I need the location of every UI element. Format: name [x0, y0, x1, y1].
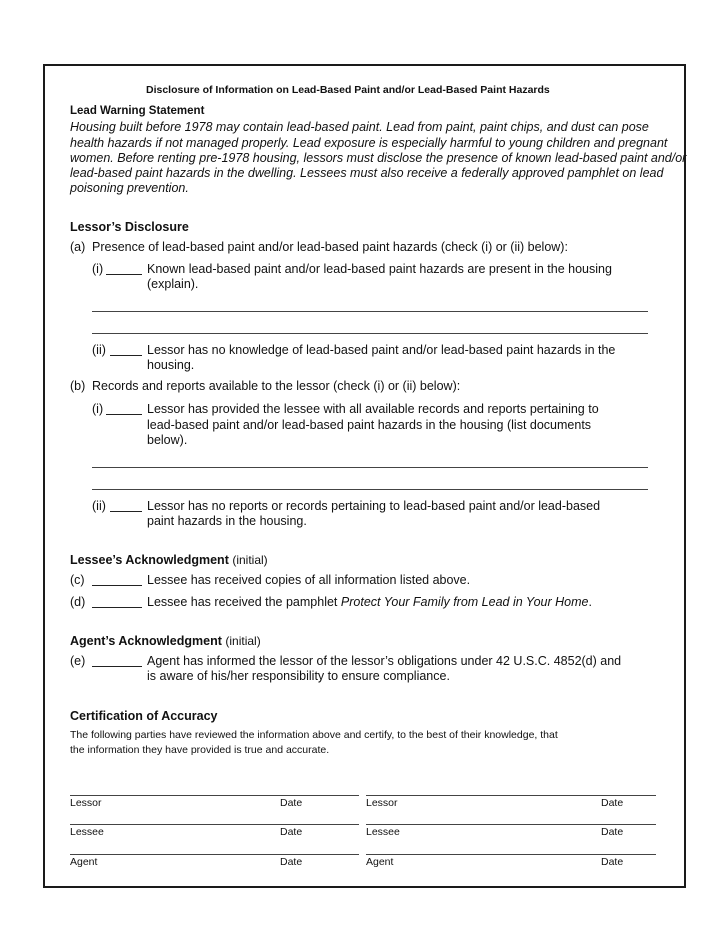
item-label: (c) — [70, 573, 85, 587]
signature-label: Agent — [366, 856, 394, 868]
subitem-text: below). — [147, 433, 188, 447]
subitem-text: Lessor has no knowledge of lead-based paint and/or lead-based paint hazards in the — [147, 343, 616, 357]
warning-heading: Lead Warning Statement — [70, 105, 205, 117]
c-initial-blank[interactable] — [92, 574, 142, 586]
item-label: (d) — [70, 595, 86, 609]
agent-ack-title: Agent’s Acknowledgment — [70, 634, 222, 648]
explain-line[interactable] — [92, 311, 648, 312]
item-label: (a) — [70, 240, 86, 254]
subitem-text: Known lead-based paint and/or lead-based paint hazards are present in the housing — [147, 262, 612, 276]
lessor-disclosure-heading: Lessor’s Disclosure — [70, 220, 189, 234]
subitem-label: (i) — [92, 262, 104, 276]
date-label: Date — [601, 856, 624, 868]
signature-label: Lessee — [70, 826, 104, 838]
date-label: Date — [601, 826, 624, 838]
warning-line: Housing built before 1978 may contain lead-based paint. Lead from paint, paint chips, and dust can pose — [70, 120, 649, 134]
agent-ack-heading — [70, 634, 261, 648]
date-label: Date — [601, 797, 624, 809]
documents-line[interactable] — [92, 489, 648, 490]
signature-label: Lessor — [70, 797, 102, 809]
lessee-ack-heading — [70, 553, 268, 567]
subitem-label: (i) — [92, 402, 104, 416]
documents-line[interactable] — [92, 467, 648, 468]
certification-text: the information they have provided is true and accurate. — [70, 744, 330, 756]
date-label: Date — [280, 826, 303, 838]
date-label: Date — [280, 797, 303, 809]
signature-label: Lessee — [366, 826, 400, 838]
certification-heading: Certification of Accuracy — [70, 709, 218, 723]
item-text: Lessee has received copies of all information listed above. — [147, 573, 471, 587]
form-title: Disclosure of Information on Lead-Based Paint and/or Lead-Based Paint Hazards — [146, 84, 550, 96]
e-initial-blank[interactable] — [92, 655, 142, 667]
pamphlet-title: Protect Your Family from Lead in Your Home — [340, 595, 589, 609]
b-i-check-blank[interactable] — [106, 403, 142, 415]
a-ii-check-blank[interactable] — [110, 344, 142, 356]
warning-line: health hazards if not managed properly. Lead exposure is especially harmful to young children and pregnant — [70, 136, 668, 150]
signature-line[interactable] — [366, 824, 656, 825]
lessee-ack-title: Lessee’s Acknowledgment — [70, 553, 229, 567]
pamphlet-period: . — [588, 595, 592, 609]
subitem-label: (ii) — [92, 343, 106, 357]
warning-line: women. Before renting pre-1978 housing, lessors must disclose the presence of known lead-based paint and/or — [70, 151, 687, 165]
signature-line[interactable] — [70, 795, 359, 796]
warning-line: poisoning prevention. — [70, 181, 189, 195]
signature-line[interactable] — [366, 795, 656, 796]
subitem-text: (explain). — [147, 277, 199, 291]
d-initial-blank[interactable] — [92, 596, 142, 608]
date-label: Date — [280, 856, 303, 868]
item-label: (b) — [70, 379, 86, 393]
subitem-text: Lessor has no reports or records pertaining to lead-based paint and/or lead-based — [147, 499, 601, 513]
subitem-text: lead-based paint and/or lead-based paint hazards in the housing (list documents — [147, 418, 592, 432]
subitem-label: (ii) — [92, 499, 106, 513]
signature-label: Agent — [70, 856, 98, 868]
item-label: (e) — [70, 654, 86, 668]
signature-label: Lessor — [366, 797, 398, 809]
pamphlet-text: Lessee has received the pamphlet — [147, 595, 338, 609]
warning-line: lead-based paint hazards in the dwelling. Lessees must also receive a federally approved pamphlet on lead — [70, 166, 664, 180]
signature-line[interactable] — [366, 854, 656, 855]
item-text: is aware of his/her responsibility to ensure compliance. — [147, 669, 450, 683]
explain-line[interactable] — [92, 333, 648, 334]
item-text: Records and reports available to the lessor (check (i) or (ii) below): — [92, 379, 461, 393]
b-ii-check-blank[interactable] — [110, 500, 142, 512]
lessee-initial-note: (initial) — [232, 553, 268, 567]
item-text: Presence of lead-based paint and/or lead-based paint hazards (check (i) or (ii) below): — [92, 240, 568, 254]
subitem-text: paint hazards in the housing. — [147, 514, 307, 528]
item-text: Agent has informed the lessor of the lessor’s obligations under 42 U.S.C. 4852(d) and — [147, 654, 622, 668]
item-text — [147, 595, 592, 609]
a-i-check-blank[interactable] — [106, 263, 142, 275]
signature-line[interactable] — [70, 854, 359, 855]
agent-initial-note: (initial) — [225, 634, 261, 648]
subitem-text: Lessor has provided the lessee with all available records and reports pertaining to — [147, 402, 599, 416]
signature-line[interactable] — [70, 824, 359, 825]
certification-text: The following parties have reviewed the information above and certify, to the best of their knowledge, that — [70, 729, 558, 741]
subitem-text: housing. — [147, 358, 195, 372]
